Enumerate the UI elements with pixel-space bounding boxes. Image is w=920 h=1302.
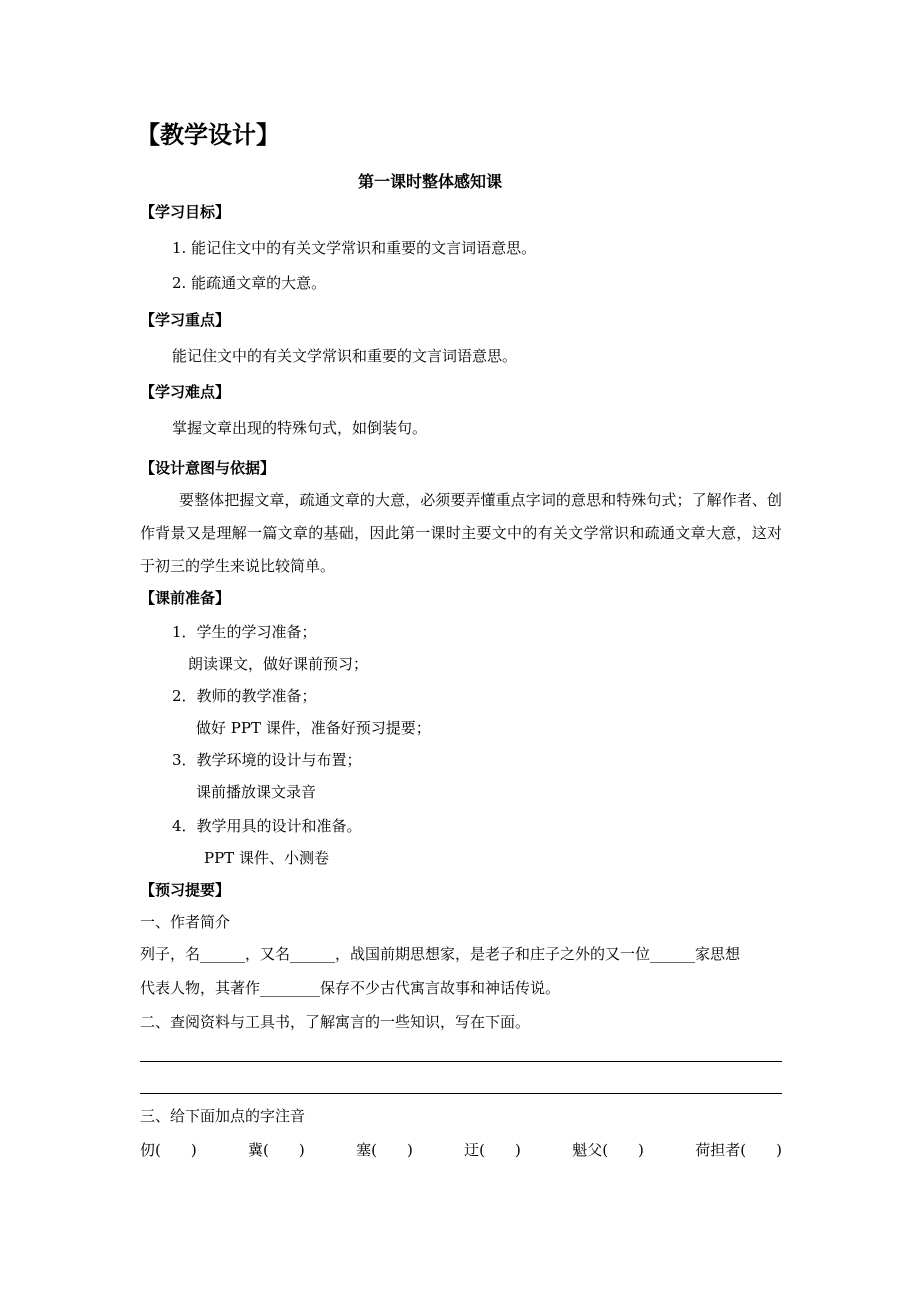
goals-heading: 【学习目标】 [140,203,231,221]
answer-line-2 [140,1093,782,1094]
preview-section1-title: 一、作者简介 [140,913,231,931]
focus-text: 能记住文中的有关文学常识和重要的文言词语意思。 [172,347,518,365]
prep-item-4-detail: PPT 课件、小测卷 [204,849,329,867]
char-item-hedanzhe: 荷担者( ) [695,1141,782,1159]
prep-heading: 【课前准备】 [140,589,231,607]
preview-section2-title: 二、查阅资料与工具书，了解寓言的一些知识，写在下面。 [140,1013,531,1031]
goal-item-1: 1. 能记住文中的有关文学常识和重要的文言词语意思。 [172,239,537,257]
prep-item-4-label: 4．教学用具的设计和准备。 [172,817,362,835]
design-heading: 【设计意图与依据】 [140,459,276,477]
answer-line-1 [140,1061,782,1062]
prep-item-2-detail: 做好 PPT 课件，准备好预习提要； [196,719,431,737]
prep-item-2-label: 2．教师的教学准备； [172,687,317,705]
char-item-yu: 迂( ) [464,1141,521,1159]
design-paragraph: 要整体把握文章，疏通文章的大意，必须要弄懂重点字词的意思和特殊句式；了解作者、创作背景又是理解一篇文章的基础，因此第一课时主要文中的有关文学常识和疏通文章大意，这对于初三的学生来说比较简单。 [140,491,782,575]
prep-item-1-label: 1．学生的学习准备； [172,623,317,641]
prep-item-3-label: 3．教学环境的设计与布置； [172,751,362,769]
pinyin-exercise-row [140,1140,782,1160]
char-item-kuifu: 魁父( ) [572,1141,644,1159]
preview-section3-title: 三、给下面加点的字注音 [140,1107,306,1125]
goal-item-2: 2. 能疏通文章的大意。 [172,274,327,292]
prep-item-3-detail: 课前播放课文录音 [196,783,317,801]
prep-item-1-detail: 朗读课文，做好课前预习； [188,655,369,673]
difficulty-heading: 【学习难点】 [140,383,231,401]
char-item-ren: 仞( ) [140,1141,197,1159]
author-intro-line-1: 列子，名______，又名______，战国前期思想家，是老子和庄子之外的又一位______家思想 [140,945,741,963]
main-title: 【教学设计】 [136,120,280,149]
lesson-title: 第一课时整体感知课 [358,172,503,191]
preview-heading: 【预习提要】 [140,881,231,899]
focus-heading: 【学习重点】 [140,311,231,329]
difficulty-text: 掌握文章出现的特殊句式，如倒装句。 [172,419,428,437]
char-item-sai: 塞( ) [356,1141,413,1159]
char-item-ji: 冀( ) [248,1141,305,1159]
author-intro-line-2: 代表人物，其著作________保存不少古代寓言故事和神话传说。 [140,979,561,997]
